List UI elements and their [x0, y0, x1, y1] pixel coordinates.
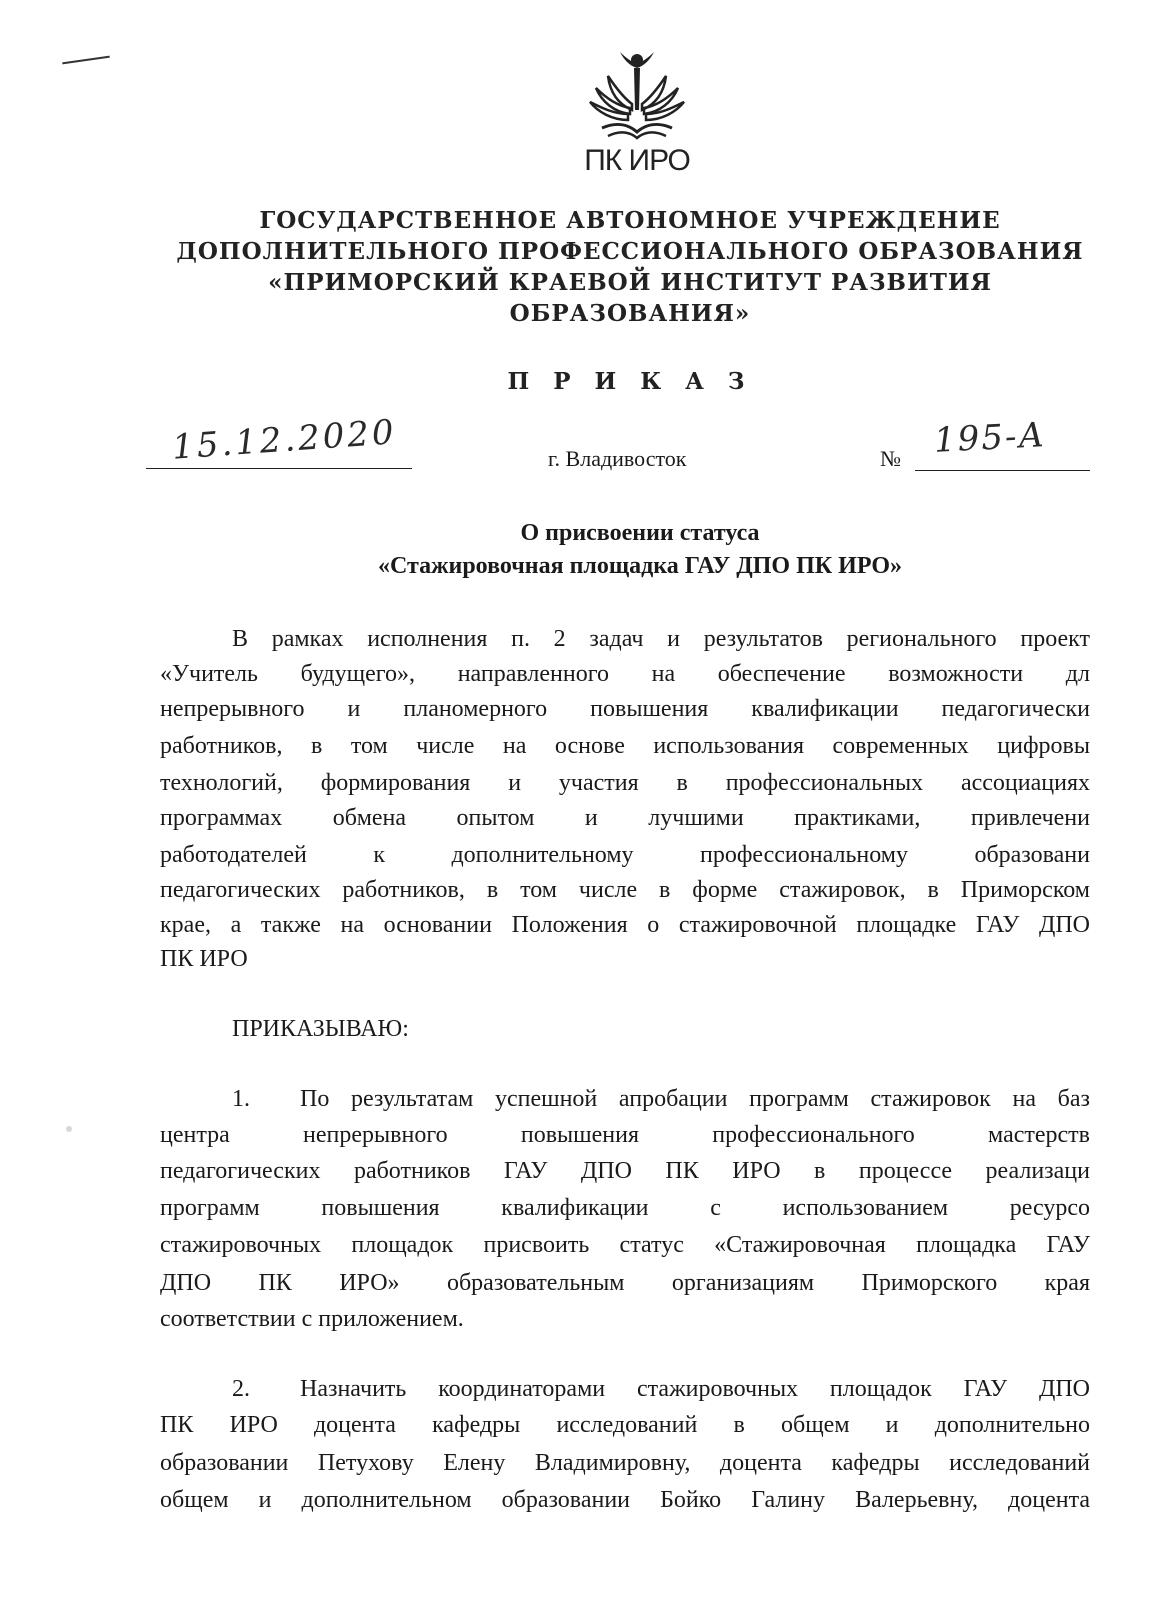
preamble-line: ПК ИРО	[160, 946, 248, 972]
number-underline	[915, 470, 1090, 471]
item-line: стажировочных площадок присвоить статус «Стажировочная площадка ГАУ	[160, 1232, 1090, 1258]
item-line: Назначить координаторами стажировочных площадок ГАУ ДПО	[300, 1376, 1090, 1402]
preamble-line: работников, в том числе на основе использования современных цифровы	[160, 733, 1090, 759]
item-line: ПК ИРО доцента кафедры исследований в общем и дополнительно	[160, 1412, 1090, 1438]
preamble-line: технологий, формирования и участия в профессиональных ассоциациях	[160, 770, 1090, 796]
item-line: центра непрерывного повышения профессионального мастерств	[160, 1122, 1090, 1148]
item-number: 2.	[232, 1376, 250, 1402]
item-line: общем и дополнительном образовании Бойко Галину Валерьевну, доцента	[160, 1487, 1090, 1513]
item-line: ДПО ПК ИРО» образовательным организациям Приморского края	[160, 1270, 1090, 1296]
order-subject	[170, 517, 1110, 583]
item-line: соответствии с приложением.	[160, 1306, 464, 1332]
scan-mark	[62, 55, 110, 66]
organization-line: ГОСУДАРСТВЕННОЕ АВТОНОМНОЕ УЧРЕЖДЕНИЕ	[259, 207, 1001, 234]
logo-label: ПК ИРО	[584, 144, 690, 177]
institute-logo	[582, 48, 692, 178]
organization-line: ОБРАЗОВАНИЯ»	[509, 300, 751, 327]
preamble-line: работодателей к дополнительному профессиональному образовани	[160, 842, 1090, 868]
item-line: программ повышения квалификации с использованием ресурсо	[160, 1195, 1090, 1221]
preamble-line: программах обмена опытом и лучшими практиками, привлечени	[160, 805, 1090, 831]
document-type-title: П Р И К А З	[507, 368, 753, 395]
organization-line: ДОПОЛНИТЕЛЬНОГО ПРОФЕССИОНАЛЬНОГО ОБРАЗОВАНИЯ	[176, 238, 1084, 265]
preamble-line: «Учитель будущего», направленного на обеспечение возможности дл	[160, 661, 1090, 687]
handwritten-date: 15.12.2020	[170, 412, 398, 468]
item-line: педагогических работников ГАУ ДПО ПК ИРО в процессе реализаци	[160, 1158, 1090, 1184]
preamble-line: В рамках исполнения п. 2 задач и результатов регионального проект	[232, 626, 1090, 652]
organization-name	[150, 205, 1110, 329]
directive-word: ПРИКАЗЫВАЮ:	[232, 1016, 409, 1042]
city-label: г. Владивосток	[548, 446, 687, 471]
subject-line: О присвоении статуса	[520, 520, 760, 546]
item-number: 1.	[232, 1086, 250, 1112]
number-sign: №	[880, 446, 901, 471]
preamble-line: крае, а также на основании Положения о стажировочной площадке ГАУ ДПО	[160, 912, 1090, 938]
item-line: По результатам успешной апробации программ стажировок на баз	[300, 1086, 1090, 1112]
handwritten-order-number: 195-А	[933, 415, 1048, 461]
preamble-line: педагогических работников, в том числе в форме стажировок, в Приморском	[160, 877, 1090, 903]
scan-speck	[66, 1126, 72, 1132]
item-line: образовании Петухову Елену Владимировну, доцента кафедры исследований	[160, 1450, 1090, 1476]
book-figure-emblem-icon	[582, 48, 692, 144]
preamble-line: непрерывного и планомерного повышения квалификации педагогически	[160, 696, 1090, 722]
organization-line: «ПРИМОРСКИЙ КРАЕВОЙ ИНСТИТУТ РАЗВИТИЯ	[268, 269, 992, 296]
subject-line: «Стажировочная площадка ГАУ ДПО ПК ИРО»	[377, 553, 903, 579]
date-underline	[146, 468, 412, 469]
